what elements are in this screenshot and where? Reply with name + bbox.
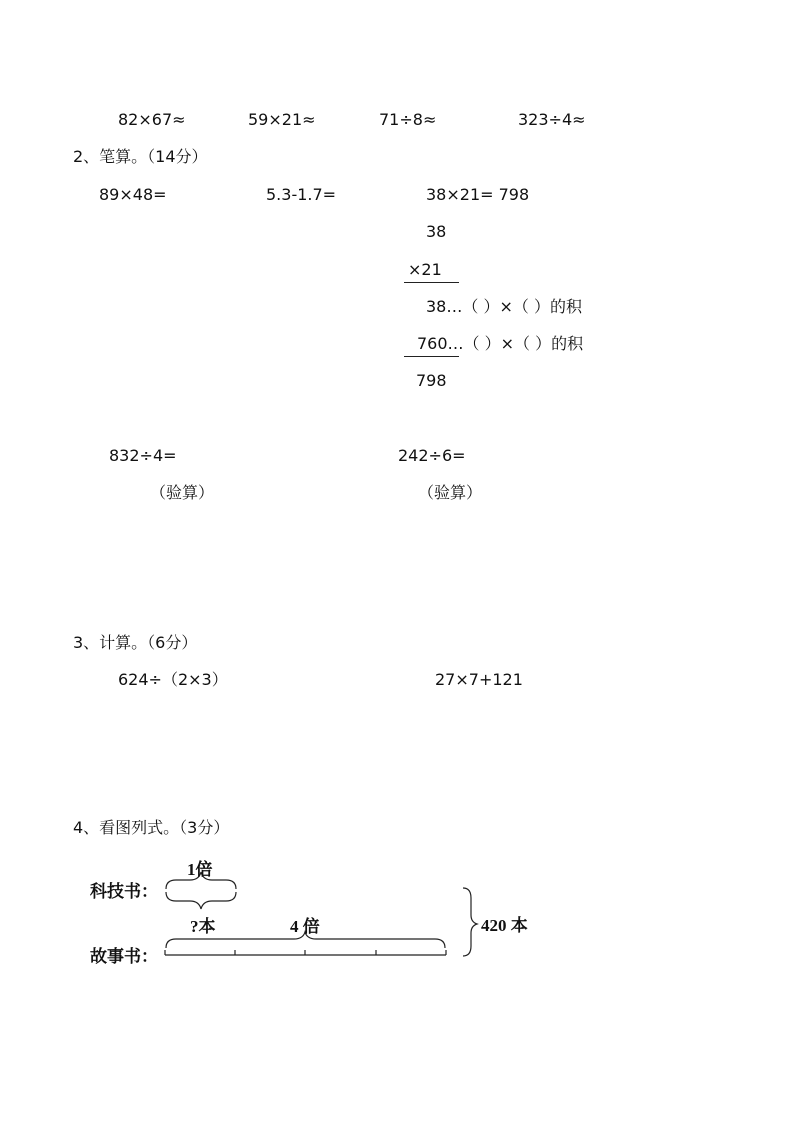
estimate-item-3: 71÷8≈ bbox=[379, 110, 437, 129]
four-times-label: 4 倍 bbox=[290, 917, 320, 936]
calc-problem-2: 27×7+121 bbox=[435, 670, 523, 689]
vertical-result: 798 bbox=[416, 371, 447, 390]
total-brace bbox=[463, 888, 477, 956]
total-label: 420 本 bbox=[481, 916, 528, 935]
estimate-item-4: 323÷4≈ bbox=[518, 110, 586, 129]
vertical-partial-1: 38…（ ）×（ ）的积 bbox=[426, 297, 582, 316]
vertical-multiplicand: 38 bbox=[426, 222, 447, 241]
check-label-2: （验算） bbox=[418, 483, 483, 502]
estimate-item-1: 82×67≈ bbox=[118, 110, 186, 129]
written-problem-2: 5.3-1.7= bbox=[266, 185, 337, 204]
estimate-item-2: 59×21≈ bbox=[248, 110, 316, 129]
tech-books-label: 科技书： bbox=[90, 882, 158, 901]
unknown-label: ?本 bbox=[190, 917, 216, 936]
section-4-heading: 4、看图列式。（3分） bbox=[73, 818, 230, 837]
one-times-bottom-brace bbox=[166, 892, 236, 909]
story-books-label: 故事书： bbox=[90, 947, 158, 966]
vertical-partial-2: 760…（ ）×（ ）的积 bbox=[417, 334, 584, 353]
check-label-1: （验算） bbox=[150, 483, 215, 502]
written-problem-1: 89×48= bbox=[99, 185, 167, 204]
written-problem-4: 832÷4= bbox=[109, 446, 177, 465]
written-problem-5: 242÷6= bbox=[398, 446, 466, 465]
written-problem-3: 38×21= 798 bbox=[426, 185, 530, 204]
section-3-heading: 3、计算。（6分） bbox=[73, 633, 198, 652]
calc-problem-1: 624÷（2×3） bbox=[118, 670, 228, 689]
one-times-label: 1倍 bbox=[187, 860, 213, 879]
vertical-multiplier: ×21 bbox=[408, 260, 442, 279]
section-2-heading: 2、笔算。（14分） bbox=[73, 147, 208, 166]
